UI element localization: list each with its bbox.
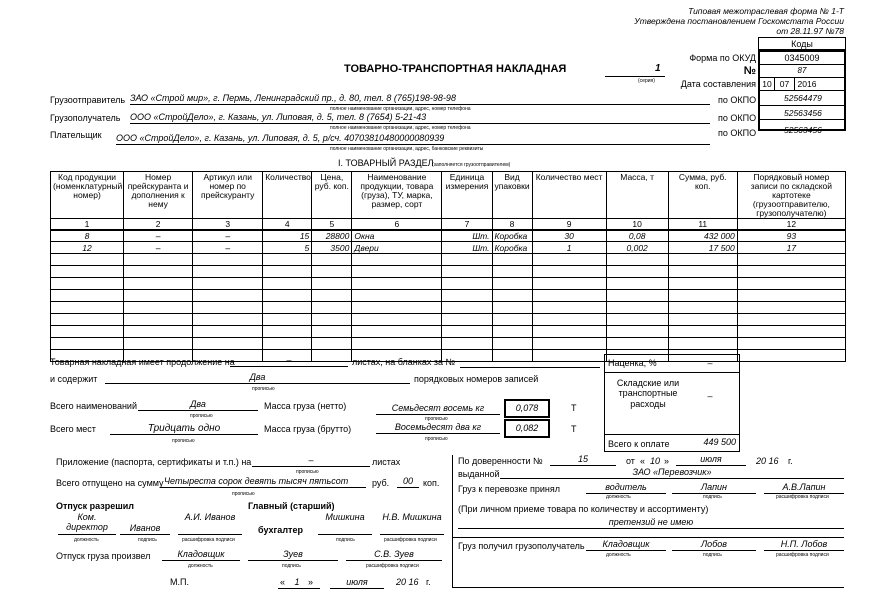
markup-value: –	[707, 358, 713, 368]
warehouse-label: Складские или транспортные расходы	[616, 378, 680, 409]
table-row	[51, 230, 846, 242]
allowed-sign-hint: подпись	[138, 537, 157, 543]
markup-label: Наценка, %	[608, 358, 657, 368]
net-words-field: Семьдесят восемь кг	[376, 404, 500, 415]
attach-label: Приложение (паспорта, сертификаты и т.п.) на	[56, 457, 252, 467]
cell-unit: Шт.	[442, 230, 492, 242]
proxy-open-quote: «	[640, 456, 646, 466]
consignee-field: ООО «СтройДело», г. Казань, ул. Липовая, д. 5, тел. 8 (7654) 5-21-43	[130, 113, 710, 124]
net-unit: Т	[571, 403, 577, 413]
col-num: 5	[312, 218, 352, 229]
day-line	[278, 588, 320, 589]
cell-record: 17	[737, 242, 845, 254]
day-value: 1	[294, 577, 300, 587]
cell-unit: Шт.	[442, 242, 492, 254]
total-places-hint: прописью	[172, 438, 195, 444]
header-price: Цена, руб. коп.	[312, 172, 352, 219]
header-package: Вид упаковки	[492, 172, 532, 219]
col-num: 6	[352, 218, 442, 229]
proxy-from: от	[626, 456, 635, 466]
table-row-empty	[51, 254, 846, 266]
net-value-box: 0,078	[504, 399, 550, 418]
accountant-name-hint: расшифровка подписи	[384, 537, 437, 543]
cell-places: 30	[532, 230, 606, 242]
net-hint: прописью	[425, 416, 448, 422]
shipper-field: ЗАО «Строй мир», г. Пермь, Ленинградский пр., д. 80, тел. 8 (765)198-98-98	[130, 94, 710, 105]
year-suffix: г.	[426, 577, 431, 587]
allowed-position: Ком. директор	[58, 513, 116, 535]
col-num: 1	[51, 218, 124, 229]
total-places-field: Тридцать одно	[110, 424, 258, 435]
received-sign: Лобов	[672, 540, 756, 551]
shipper-hint: полное наименование организации, адрес, номер телефона	[330, 106, 471, 112]
received-name-hint: расшифровка подписи	[776, 552, 829, 558]
attach-field: –	[252, 456, 370, 467]
proxy-year: 20 16	[756, 456, 779, 466]
cell-mass: 0,002	[606, 242, 668, 254]
attach-hint: прописью	[296, 469, 319, 475]
accountant-name: Н.В. Мишкина	[380, 513, 444, 535]
kop-label: коп.	[423, 478, 440, 488]
header-mass: Масса, т	[606, 172, 668, 219]
proxy-label: По доверенности №	[458, 456, 543, 466]
cell-sum: 17 500	[668, 242, 737, 254]
contains-label: и содержит	[50, 374, 98, 384]
date-label: Дата составления	[680, 79, 756, 89]
attach-unit: листах	[372, 457, 401, 467]
cell-price: 28800	[312, 230, 352, 242]
rub-label: руб.	[372, 478, 390, 488]
cell-price-list: –	[124, 242, 193, 254]
goods-table	[50, 171, 846, 362]
proxy-no: 15	[550, 455, 616, 466]
day-open-quote: «	[280, 577, 286, 587]
stamp-label: М.П.	[170, 577, 189, 587]
accepted-name: А.В.Лапин	[764, 483, 844, 494]
shipper-label: Грузоотправитель	[50, 95, 126, 105]
chief-label: Главный (старший)	[248, 501, 335, 511]
gross-value-box: 0,082	[504, 419, 550, 438]
released-label: Всего отпущено на сумму	[56, 478, 164, 488]
consignee-okpo: 52563456	[784, 108, 822, 118]
okud-label: Форма по ОКУД	[689, 53, 756, 63]
approved-date: от 28.11.97 №78	[776, 26, 844, 36]
date-month: 07	[779, 79, 790, 89]
payer-hint: полное наименование организации, адрес, банковские реквизиты	[330, 146, 484, 152]
col-num: 7	[442, 218, 492, 229]
consignee-label: Грузополучатель	[50, 113, 121, 123]
total-pay-label: Всего к оплате	[608, 439, 670, 449]
released-hint: прописью	[232, 491, 255, 497]
shipped-name: С.В. Зуев	[346, 550, 442, 561]
sheets-line	[460, 367, 600, 368]
total-names-hint: прописью	[190, 413, 213, 419]
gross-unit: Т	[571, 424, 577, 434]
section-title-hint: (заполняется грузоотправителем)	[432, 162, 511, 168]
total-places-label: Всего мест	[50, 424, 96, 434]
header-price-list: Номер прейскуранта и дополнения к нему	[124, 172, 193, 219]
cell-name: Двери	[352, 242, 442, 254]
form-note: Типовая межотраслевая форма № 1-Т	[688, 6, 844, 16]
page-title: ТОВАРНО-ТРАНСПОРТНАЯ НАКЛАДНАЯ	[344, 63, 567, 75]
cell-quantity: 15	[263, 230, 312, 242]
year-value: 20 16	[396, 577, 419, 587]
cell-package: Коробка	[492, 242, 532, 254]
codes-divider	[758, 119, 846, 120]
codes-header: Коды	[758, 37, 846, 50]
cell-code: 12	[51, 242, 124, 254]
continuation-label: Товарная накладная имеет продолжение на	[50, 357, 235, 367]
totals-divider	[604, 434, 740, 435]
okud-value: 0345009	[784, 53, 820, 63]
col-num: 9	[532, 218, 606, 229]
total-pay-value: 449 500	[703, 437, 736, 447]
table-row	[51, 242, 846, 254]
total-names-field: Два	[138, 400, 258, 411]
accountant-sign: Мишкина	[318, 513, 372, 535]
allowed-label: Отпуск разрешил	[56, 501, 134, 511]
cell-article: –	[193, 242, 263, 254]
proxy-day: 10	[649, 456, 660, 466]
claims-value: претензий не имею	[458, 518, 844, 529]
total-names-label: Всего наименований	[50, 401, 137, 411]
shipped-position-hint: должность	[188, 563, 213, 569]
received-divider	[452, 537, 844, 538]
payer-okpo: 52563456	[784, 125, 822, 135]
contains-hint: прописью	[252, 386, 275, 392]
codes-divider	[758, 64, 846, 65]
day-close-quote: »	[308, 577, 314, 587]
consignee-hint: полное наименование организации, адрес, номер телефона	[330, 125, 471, 131]
cell-article: –	[193, 230, 263, 242]
sheets-label: листах, на бланках за №	[352, 357, 456, 367]
shipped-label: Отпуск груза произвел	[56, 551, 151, 561]
shipped-position: Кладовщик	[162, 550, 240, 561]
received-sign-hint: подпись	[703, 552, 722, 558]
allowed-name: А.И. Иванов	[178, 513, 242, 535]
col-num: 11	[668, 218, 737, 229]
cell-package: Коробка	[492, 230, 532, 242]
cell-price: 3500	[312, 242, 352, 254]
date-day: 10	[762, 79, 772, 89]
col-num: 4	[263, 218, 312, 229]
shipper-okpo-label: по ОКПО	[718, 95, 757, 105]
table-row-empty	[51, 338, 846, 350]
accepted-name-hint: расшифровка подписи	[776, 494, 829, 500]
series-hint: (серия)	[638, 78, 655, 84]
accepted-label: Груз к перевозке принял	[458, 484, 560, 494]
table-row-empty	[51, 302, 846, 314]
warehouse-value: –	[707, 391, 713, 401]
date-year: 2016	[797, 79, 817, 89]
cell-places: 1	[532, 242, 606, 254]
accepted-position: водитель	[586, 483, 666, 494]
cell-name: Окна	[352, 230, 442, 242]
accountant-sign-hint: подпись	[336, 537, 355, 543]
cell-mass: 0,08	[606, 230, 668, 242]
cell-price-list: –	[124, 230, 193, 242]
header-sum: Сумма, руб. коп.	[668, 172, 737, 219]
header-product-name: Наименование продукции, товара (груза), ТУ, марка, размер, сорт	[352, 172, 442, 219]
allowed-position-hint: должность	[74, 537, 99, 543]
gross-words-field: Восемьдесят два кг	[376, 423, 500, 434]
doc-number-line	[605, 76, 665, 77]
no-value: 87	[797, 66, 807, 75]
codes-divider	[758, 105, 846, 106]
header-places: Количество мест	[532, 172, 606, 219]
shipper-okpo: 52564479	[784, 93, 822, 103]
col-num: 8	[492, 218, 532, 229]
gross-label: Масса груза (брутто)	[264, 424, 352, 434]
consignee-okpo-label: по ОКПО	[718, 113, 757, 123]
issued-label: выданной	[458, 469, 500, 479]
received-position-hint: должность	[606, 552, 631, 558]
proxy-year-suffix: г.	[788, 456, 793, 466]
proxy-close-quote: »	[664, 456, 670, 466]
table-row-empty	[51, 326, 846, 338]
allowed-name-hint: расшифровка подписи	[182, 537, 235, 543]
contains-field: Два	[105, 373, 410, 384]
received-label: Груз получил грузополучатель	[458, 541, 585, 551]
doc-number: 1	[655, 63, 661, 74]
bottom-divider	[452, 455, 453, 587]
records-label: порядковых номеров записей	[414, 374, 539, 384]
col-num: 2	[124, 218, 193, 229]
accountant-label: бухгалтер	[258, 525, 303, 535]
proxy-month: июля	[676, 455, 746, 466]
cell-sum: 432 000	[668, 230, 737, 242]
received-position: Кладовщик	[586, 540, 666, 551]
net-label: Масса груза (нетто)	[264, 401, 347, 411]
table-row-empty	[51, 290, 846, 302]
codes-divider	[758, 90, 846, 91]
table-row-empty	[51, 278, 846, 290]
cell-code: 8	[51, 230, 124, 242]
approved-note: Утверждена постановлением Госкомстата России	[634, 16, 844, 26]
received-name: Н.П. Лобов	[764, 540, 844, 551]
cell-record: 93	[737, 230, 845, 242]
no-label: №	[743, 65, 756, 77]
released-field: Четыреста сорок девять тысяч пятьсот	[160, 477, 366, 488]
issued-value: ЗАО «Перевозчик»	[500, 468, 844, 479]
column-numbers-row	[51, 218, 846, 229]
section-title: I. ТОВАРНЫЙ РАЗДЕЛ	[338, 158, 434, 168]
table-row-empty	[51, 266, 846, 278]
allowed-sign: Иванов	[120, 524, 170, 535]
kop-field: 00	[397, 477, 419, 488]
month-value: июля	[330, 578, 384, 589]
table-row-empty	[51, 314, 846, 326]
header-record-no: Порядковый номер записи по складской картотеке (грузоотправителю, грузополучателю)	[737, 172, 845, 219]
col-num: 10	[606, 218, 668, 229]
header-unit: Единица измерения	[442, 172, 492, 219]
personal-label: (При личном приеме товара по количеству и ассортименту)	[458, 504, 709, 514]
gross-hint: прописью	[425, 436, 448, 442]
col-num: 12	[737, 218, 845, 229]
header-article: Артикул или номер по прейскуранту	[193, 172, 263, 219]
payer-okpo-label: по ОКПО	[718, 128, 757, 138]
table-header-row	[51, 172, 846, 219]
continuation-field: –	[230, 356, 348, 367]
shipped-name-hint: расшифровка подписи	[366, 563, 419, 569]
payer-label: Плательщик	[50, 130, 102, 140]
bottom-border	[452, 587, 844, 588]
totals-divider	[604, 372, 740, 373]
codes-divider	[758, 77, 846, 78]
cell-quantity: 5	[263, 242, 312, 254]
header-quantity: Количество	[263, 172, 312, 219]
col-num: 3	[193, 218, 263, 229]
shipped-sign: Зуев	[248, 550, 338, 561]
accepted-sign: Лапин	[672, 483, 756, 494]
shipped-sign-hint: подпись	[282, 563, 301, 569]
accepted-sign-hint: подпись	[703, 494, 722, 500]
header-product-code: Код продукции (номенклатурный номер)	[51, 172, 124, 219]
payer-field: ООО «СтройДело», г. Казань, ул. Липовая, д. 5, р/сч. 40703810480000080939	[116, 134, 710, 145]
accepted-position-hint: должность	[606, 494, 631, 500]
